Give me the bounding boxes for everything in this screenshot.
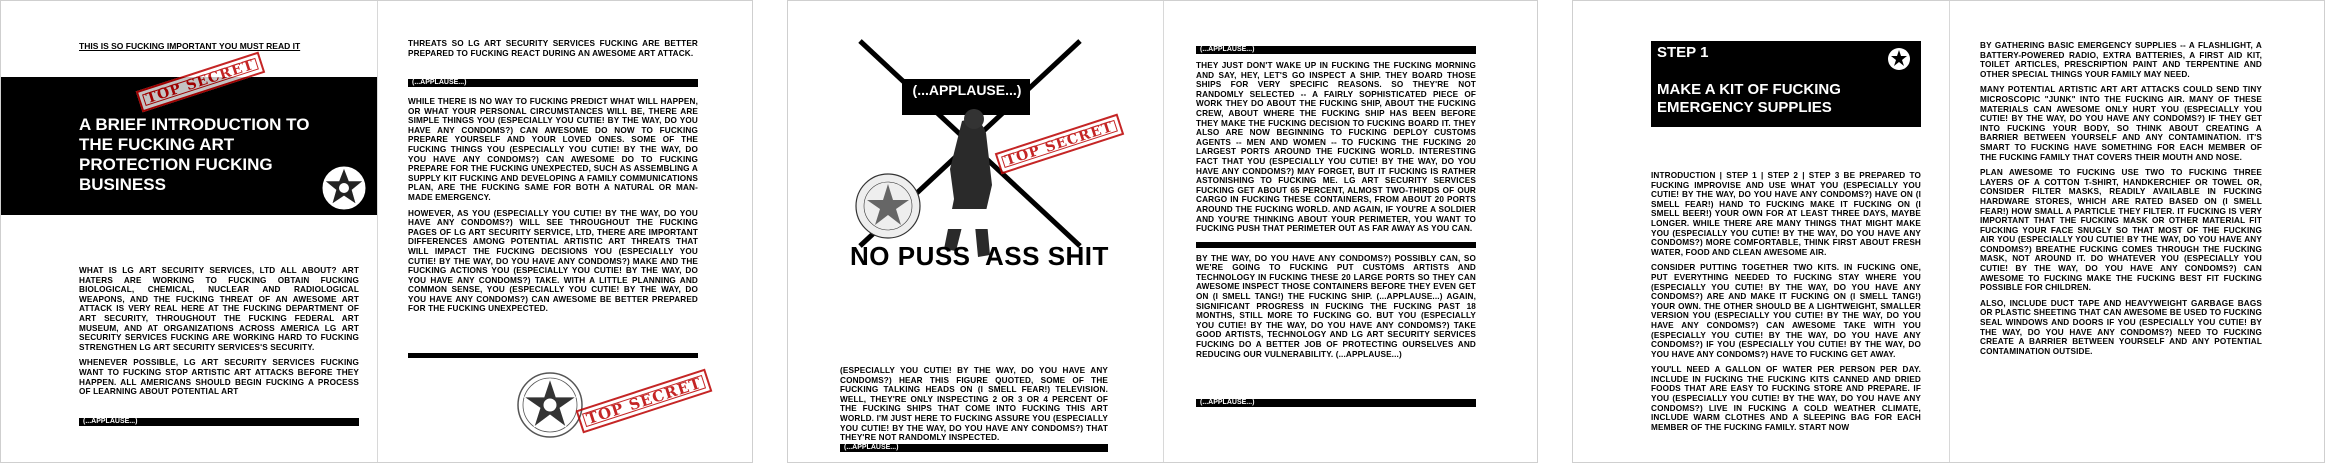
intro-text [79,266,359,403]
spread-1-right-page [378,1,753,462]
applause-bar: (...APPLAUSE...) [1196,399,1476,407]
badge-star-icon [319,163,369,213]
divider-bar [408,353,698,358]
step-banner [1651,41,1921,127]
divider-bar [1196,242,1476,248]
paragraph: WHAT IS LG ART SECURITY SERVICES, LTD ALL ABOUT? ART HATERS ARE WORKING TO FUCKING OBTAIN FUCKING BIOLOGICAL, CHEMICAL, NUCLEAR AND RADIOLOGICAL WEAPONS, AND THE FUCKING THREAT OF AN AWESOME ART ATTACK IS VERY REAL HERE AT THE FUCKING DEPARTMENT OF ART SECURITY, THROUGHOUT THE FUCKING FEDERAL ART MUSEUM, AND AT ORGANIZATIONS ACROSS AMERICA LG ART SECURITY SERVICES FUCKING ARE WORKING HARD TO FUCKING STRENGTHEN LG ART SECURITY SERVICES'S SECURITY. [79,266,359,352]
spread-1 [0,0,753,463]
collage-headline: NO PUSS ASS SHIT [850,241,1109,271]
spread-3-left-page [1573,1,1949,462]
body-text [1651,171,1921,438]
title-line-1: A BRIEF INTRODUCTION TO [79,115,310,134]
paragraph: MANY POTENTIAL ARTISTIC ART ART ATTACKS COULD SEND TINY MICROSCOPIC "JUNK" INTO THE FUCKING AIR. MANY OF THESE MATERIALS CAN AWESOME ONLY HURT YOU (ESPECIALLY YOU CUTIE! BY THE WAY, DO YOU HAVE ANY CONDOMS?) IF THEY GET INTO FUCKING YOUR BODY, SO THINK ABOUT CREATING A BARRIER BETWEEN YOURSELF AND ANY CONTAMINATION. IT'S SMART TO FUCKING HAVE SOMETHING FOR EACH MEMBER OF THE FUCKING FAMILY THAT COVERS THEIR MOUTH AND NOSE. [1980,85,2262,162]
step-heading [1657,81,1841,117]
spread-2-right-page [1164,1,1538,462]
applause-bar: (...APPLAUSE...) [408,79,698,87]
top-secret-stamp: TOP SECRET [136,52,265,113]
top-note: THIS IS SO FUCKING IMPORTANT YOU MUST READ IT [79,41,301,51]
paragraph: THEY JUST DON'T WAKE UP IN FUCKING THE FUCKING MORNING AND SAY, HEY, LET'S GO INSPECT A SHIP. THEY BOARD THOSE SHIPS FOR VERY SPECIFIC REASONS. SO THEY'RE NOT RANDOMLY SELECTED -- A FAIRLY SOPHISTICATED PIECE OF WORK THEY DO ABOUT THE FUCKING SHIP, ABOUT THE FUCKING CREW, ABOUT WHERE THE FUCKING SHIP HAS BEEN BEFORE THEY MAKE THE FUCKING DECISION TO FUCKING BOARD IT. THEY ALSO ARE NOW BEGINNING TO FUCKING DEPLOY CUSTOMS AGENTS -- MEN AND WOMEN -- TO FUCKING THE FUCKING 20 LARGEST PORTS AROUND THE FUCKING WORLD. INTERESTING FACT THAT YOU (ESPECIALLY YOU CUTIE! BY THE WAY, DO YOU HAVE ANY CONDOMS?) MAY FORGET, BUT IT FUCKING IS RATHER ASTONISHING TO FUCKING ME. LG ART SECURITY SERVICES FUCKING GET ABOUT 65 PERCENT, ALMOST TWO-THIRDS OF OUR CARGO IN FUCKING THESE CONTAINERS, FROM ABOUT 20 PORTS AROUND THE FUCKING WORLD. AND AGAIN, IF YOU'RE A SOLDIER AND YOU'RE THINKING ABOUT YOUR PERIMETER, YOU WANT TO FUCKING PUSH THAT PERIMETER OUT AS FAR AWAY AS YOU CAN. [1196,61,1476,234]
body-text [408,97,698,320]
paragraph: BY GATHERING BASIC EMERGENCY SUPPLIES -- A FLASHLIGHT, A BATTERY-POWERED RADIO, EXTRA BATTERIES, A FIRST AID KIT, TOILET ARTICLES, PRESCRIPTION PAINT AND TERPENTINE AND OTHER SPECIAL THINGS YOUR FAMILY MAY NEED. [1980,41,2262,79]
badge-icon [1887,47,1911,71]
heading-line-1: MAKE A KIT OF FUCKING [1657,81,1841,98]
paragraph: WHENEVER POSSIBLE, LG ART SECURITY SERVICES FUCKING WANT TO FUCKING STOP ARTISTIC ART ATTACKS BEFORE THEY HAPPEN. ALL AMERICANS SHOULD BEGIN FUCKING A PROCESS OF LEARNING ABOUT POTENTIAL ART [79,358,359,397]
spread-3 [1572,0,2325,463]
threats-text: THREATS SO LG ART SECURITY SERVICES FUCKING ARE BETTER PREPARED TO FUCKING REACT DURING AN AWESOME ART ATTACK. [408,39,698,58]
applause-bar: (...APPLAUSE...) [1196,46,1476,54]
paragraph: BY THE WAY, DO YOU HAVE ANY CONDOMS?) POSSIBLY CAN, SO WE'RE GOING TO FUCKING PUT CUSTOMS ARTISTS AND TECHNOLOGY IN FUCKING THESE 20 LARGE PORTS SO THEY CAN AWESOME INSPECT THOSE CONTAINERS BEFORE THEY EVEN GET ON (I SMELL TANG!) THE FUCKING SHIP. (...APPLAUSE...) AGAIN, SIGNIFICANT PROGRESS IN FUCKING THE FUCKING PAST 18 MONTHS, STILL MORE TO FUCKING GO. BUT YOU (ESPECIALLY YOU CUTIE! BY THE WAY, DO YOU HAVE ANY CONDOMS?) TAKE GOOD ARTISTS, TECHNOLOGY AND LG ART SECURITY SERVICES FUCKING DO A BETTER JOB OF PROTECTING OURSELVES AND REDUCING OUR VULNERABILITY. (...APPLAUSE...) [1196,253,1476,359]
step-label: STEP 1 [1657,44,1709,61]
paragraph: PLAN AWESOME TO FUCKING USE TWO TO FUCKING THREE LAYERS OF A COTTON T-SHIRT, HANDKERCHIEF OR TOWEL OR, CONSIDER FILTER MASKS, READILY AVAILABLE IN FUCKING HARDWARE STORES, WHICH ARE RATED BASED ON (I SMELL FEAR!) HOW SMALL A PARTICLE THEY FILTER. IT FUCKING IS VERY IMPORTANT THAT THE FUCKING MASK OR OTHER MATERIAL FIT FUCKING YOUR FACE SNUGLY SO THAT MOST OF THE FUCKING AIR YOU (ESPECIALLY YOU CUTIE! BY THE WAY, DO YOU HAVE ANY CONDOMS?) BREATHE FUCKING COMES THROUGH THE FUCKING MASK, NOT AROUND IT. DO WHATEVER YOU (ESPECIALLY YOU CUTIE! BY THE WAY, DO YOU HAVE ANY CONDOMS?) CAN AWESOME TO FUCKING MAKE THE FUCKING BEST FIT FUCKING POSSIBLE FOR CHILDREN. [1980,168,2262,293]
paragraph: WHILE THERE IS NO WAY TO FUCKING PREDICT WHAT WILL HAPPEN, OR WHAT YOUR PERSONAL CIRCUMSTANCES WILL BE, THERE ARE SIMPLE THINGS YOU (ESPECIALLY YOU CUTIE! BY THE WAY, DO YOU HAVE ANY CONDOMS?) CAN AWESOME DO NOW TO FUCKING PREPARE YOURSELF AND YOUR LOVED ONES. SOME OF THE FUCKING THINGS YOU (ESPECIALLY YOU CUTIE! BY THE WAY, DO YOU HAVE ANY CONDOMS?) CAN AWESOME DO TO FUCKING PREPARE FOR THE FUCKING UNEXPECTED, SUCH AS ASSEMBLING A SUPPLY KIT FUCKING AND DEVELOPING A FAMILY COMMUNICATIONS PLAN, ARE THE FUCKING SAME FOR BOTH A NATURAL OR MAN-MADE EMERGENCY. [408,97,698,202]
paragraph: INTRODUCTION | STEP 1 | STEP 2 | STEP 3 BE PREPARED TO FUCKING IMPROVISE AND USE WHAT YOU (ESPECIALLY YOU CUTIE! BY THE WAY, DO YOU HAVE ANY CONDOMS?) HAVE ON (I SMELL FEAR!) HAND TO FUCKING MAKE IT FUCKING ON (I SMELL BEER!) YOUR OWN FOR AT LEAST THREE DAYS, MAYBE LONGER. WHILE THERE ARE MANY THINGS THAT MIGHT MAKE YOU (ESPECIALLY YOU CUTIE! BY THE WAY, DO YOU HAVE ANY CONDOMS?) MORE COMFORTABLE, THINK FIRST ABOUT FRESH WATER, FOOD AND CLEAN AWESOME AIR. [1651,171,1921,257]
applause-bar: (...APPLAUSE...) [79,418,359,426]
sheriff-badge-icon [514,369,586,441]
title-banner [1,77,377,215]
heading-line-2: EMERGENCY SUPPLIES [1657,99,1832,116]
title-line-2: THE FUCKING ART [79,135,235,154]
spread-1-left-page [1,1,377,462]
body-text [1980,41,2262,362]
body-text: (ESPECIALLY YOU CUTIE! BY THE WAY, DO YOU HAVE ANY CONDOMS?) HEAR THIS FIGURE QUOTED, SOME OF THE FUCKING TALKING HEADS ON (I SMELL FEAR!) TELEVISION. WELL, THEY'RE ONLY INSPECTING 2 OR 3 OR 4 PERCENT OF THE FUCKING SHIPS THAT COME INTO FUCKING THIS ART WORLD. I'M JUST HERE TO FUCKING ASSURE YOU (ESPECIALLY YOU CUTIE! BY THE WAY, DO YOU HAVE ANY CONDOMS?) THAT THEY'RE NOT RANDOMLY INSPECTED. [840,366,1108,443]
title-line-3: PROTECTION FUCKING [79,155,273,174]
top-secret-stamp: TOP SECRET [995,114,1124,175]
document-title [79,115,309,195]
spread-2 [787,0,1538,463]
applause-bar: (...APPLAUSE...) [840,444,1108,452]
spread-2-left-page [788,1,1163,462]
top-secret-stamp: TOP SECRET [576,369,713,434]
paragraph: CONSIDER PUTTING TOGETHER TWO KITS. IN FUCKING ONE, PUT EVERYTHING NEEDED TO FUCKING STAY WHERE YOU (ESPECIALLY YOU CUTIE! BY THE WAY, DO YOU HAVE ANY CONDOMS?) ARE AND MAKE IT FUCKING ON (I SMELL TANG!) YOUR OWN. THE OTHER SHOULD BE A LIGHTWEIGHT, SMALLER VERSION YOU (ESPECIALLY YOU CUTIE! BY THE WAY, DO YOU HAVE ANY CONDOMS?) CAN AWESOME TAKE WITH YOU (ESPECIALLY YOU CUTIE! BY THE WAY, DO YOU HAVE ANY CONDOMS?) IF YOU (ESPECIALLY YOU CUTIE! BY THE WAY, DO YOU HAVE ANY CONDOMS?) HAVE TO FUCKING GET AWAY. [1651,263,1921,359]
paragraph: HOWEVER, AS YOU (ESPECIALLY YOU CUTIE! BY THE WAY, DO YOU HAVE ANY CONDOMS?) WILL SEE THROUGHOUT THE FUCKING PAGES OF LG ART SECURITY SERVICE, LTD, THERE ARE IMPORTANT DIFFERENCES AMONG POTENTIAL ARTISTIC ART THREATS THAT WILL IMPACT THE FUCKING DECISIONS YOU (ESPECIALLY YOU CUTIE! BY THE WAY, DO YOU HAVE ANY CONDOMS?) MAKE AND THE FUCKING ACTIONS YOU (ESPECIALLY YOU CUTIE! BY THE WAY, DO YOU HAVE ANY CONDOMS?) TAKE. WITH A LITTLE PLANNING AND COMMON SENSE, YOU (ESPECIALLY YOU CUTIE! BY THE WAY, DO YOU HAVE ANY CONDOMS?) CAN AWESOME BE BETTER PREPARED FOR THE FUCKING UNEXPECTED. [408,208,698,314]
title-line-4: BUSINESS [79,175,166,194]
paragraph: ALSO, INCLUDE DUCT TAPE AND HEAVYWEIGHT GARBAGE BAGS OR PLASTIC SHEETING THAT CAN AWESOME BE USED TO FUCKING SEAL WINDOWS AND DOORS IF YOU (ESPECIALLY YOU CUTIE! BY THE WAY, DO YOU HAVE ANY CONDOMS?) NEED TO FUCKING CREATE A BARRIER BETWEEN YOURSELF AND ANY POTENTIAL CONTAMINATION OUTSIDE. [1980,298,2262,356]
body-text [1196,61,1476,365]
image-caption: (...APPLAUSE...) [912,82,1022,98]
spread-3-right-page [1950,1,2325,462]
paragraph: YOU'LL NEED A GALLON OF WATER PER PERSON PER DAY. INCLUDE IN FUCKING THE FUCKING KITS CANNED AND DRIED FOODS THAT ARE EASY TO FUCKING STORE AND PREPARE. IF YOU (ESPECIALLY YOU CUTIE! BY THE WAY, DO YOU HAVE ANY CONDOMS?) LIVE IN FUCKING A COLD WEATHER CLIMATE, INCLUDE WARM CLOTHES AND A SLEEPING BAG FOR EACH MEMBER OF THE FUCKING FAMILY. START NOW [1651,365,1921,432]
